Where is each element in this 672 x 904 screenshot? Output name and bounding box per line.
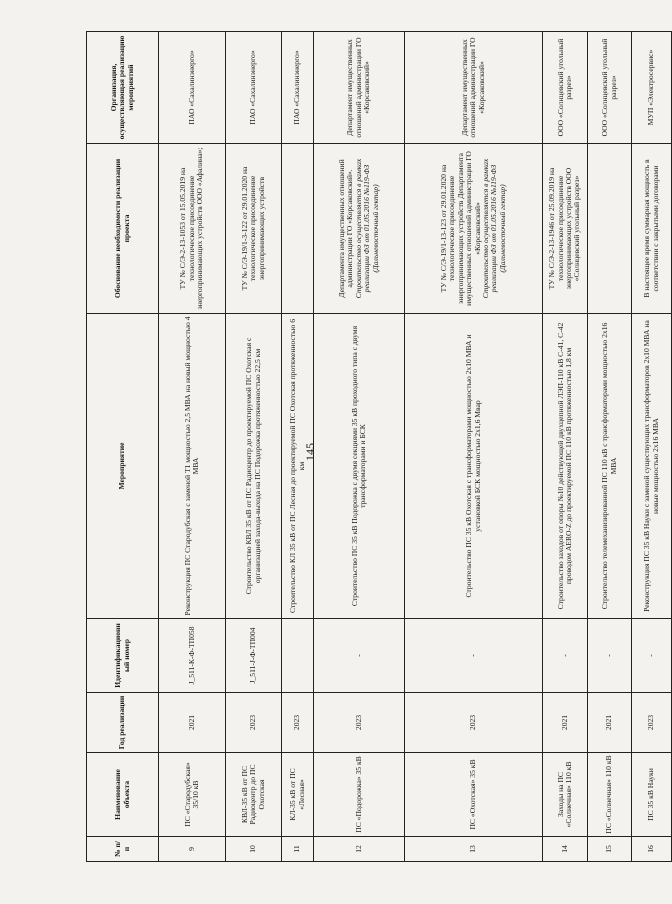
- cell-id: J_511-К-Ф-ТП058: [159, 619, 226, 693]
- header-year: Год реализации: [87, 693, 159, 753]
- table-row: [632, 32, 672, 862]
- cell-year: 2023: [632, 693, 672, 753]
- cell-num: 13: [405, 837, 543, 862]
- cell-measure: Строительство КВЛ 35 кВ от ПС Радиоцентр до проектируемой ПС Охотская с организацией захода-выхода на ПС Подорожка протяженностью 22,5 км: [226, 314, 282, 619]
- basis-italic-text: Строительство осуществляется в рамках реализации ФЗ от 01.05.2016 №119-ФЗ (Дальневосточный гектар): [480, 158, 507, 299]
- rotated-table-container: [86, 32, 660, 862]
- table-header-row: [87, 32, 159, 862]
- basis-text: ТУ № С/Э-19/1-3-122 от 29.01.2020 на технологическое присоединение энергопринимающих устройств: [239, 166, 266, 291]
- cell-year: 2021: [588, 693, 632, 753]
- header-name: Наименование объекта: [87, 753, 159, 837]
- cell-org: МУП «Электросервис»: [632, 32, 672, 144]
- table-row: [282, 32, 314, 862]
- basis-text: В настоящее время суммарная мощность в соответствии с закрытыми договорами: [642, 159, 660, 298]
- cell-measure: Реконструкция ПС Стародубская с заменой Т1 мощностью 2,5 МВА на новый мощностью 4 МВА: [159, 314, 226, 619]
- table-row: [314, 32, 405, 862]
- cell-name: КВЛ-35 кВ от ПС Радиоцентр до ПС Охотская: [226, 753, 282, 837]
- cell-id: -: [405, 619, 543, 693]
- basis-text: ТУ № С/Э-2-13-1946 от 25.09.2019 на технологическое присоединение энергопринимающих устройств ООО «Солнцевский угольный разрез»: [547, 167, 582, 290]
- cell-basis: [226, 144, 282, 314]
- cell-num: 15: [588, 837, 632, 862]
- cell-name: КЛ-35 кВ от ПС «Лесная»: [282, 753, 314, 837]
- cell-year: 2023: [314, 693, 405, 753]
- cell-year: 2021: [543, 693, 588, 753]
- cell-id: -: [632, 619, 672, 693]
- basis-italic-text: Строительство осуществляется в рамках реализации ФЗ от 01.05.2016 №119-ФЗ (Дальневосточный гектар): [353, 158, 380, 299]
- cell-num: 14: [543, 837, 588, 862]
- cell-basis: [314, 144, 405, 314]
- basis-text: Департамента имущественных отношений администрации ГО «Корсаковский».: [337, 159, 355, 298]
- table-row: [226, 32, 282, 862]
- cell-basis: [543, 144, 588, 314]
- cell-org: ПАО «Сахалинэнерго»: [226, 32, 282, 144]
- table-row: [405, 32, 543, 862]
- cell-name: ПС «Охотская» 35 кВ: [405, 753, 543, 837]
- cell-year: 2023: [282, 693, 314, 753]
- cell-num: 11: [282, 837, 314, 862]
- cell-measure: Строительство КЛ 35 кВ от ПС Лесная до проектируемой ПС Охотская протяженностью 6 км: [282, 314, 314, 619]
- cell-num: 9: [159, 837, 226, 862]
- header-measure: Мероприятие: [87, 314, 159, 619]
- cell-measure: Строительство заходов от опоры №10 действующей двухцепной ЛЭП-110 кВ С-41, С-42 проводом AERO-Z до проектируемой ПС 110 кВ протяженностью 1,8 км: [543, 314, 588, 619]
- header-basis: Обоснование необходимости реализации проекта: [87, 144, 159, 314]
- cell-name: ПС 35 кВ Науки: [632, 753, 672, 837]
- header-org: Организация, осуществляющая реализацию мероприятий: [87, 32, 159, 144]
- cell-measure: Строительство ПС 35 кВ Подорожка с двумя секциями 35 кВ проходного типа с двумя трансформаторами и БСК: [314, 314, 405, 619]
- cell-basis: [405, 144, 543, 314]
- cell-id: -: [543, 619, 588, 693]
- table-row: [543, 32, 588, 862]
- cell-org: ПАО «Сахалинэнерго»: [159, 32, 226, 144]
- table-row: [588, 32, 632, 862]
- cell-num: 16: [632, 837, 672, 862]
- cell-year: 2021: [159, 693, 226, 753]
- cell-org: Департамент имущественных отношений администрации ГО «Корсаковский»: [405, 32, 543, 144]
- cell-num: 10: [226, 837, 282, 862]
- basis-text: ТУ № С/Э-2-13-1053 от 15.05.2019 на технологическое присоединение энергопринимающих устройств ООО «Афалина»;: [178, 147, 205, 310]
- cell-name: ПС «Подорожка» 35 кВ: [314, 753, 405, 837]
- measures-table: [86, 31, 672, 862]
- cell-basis: [282, 144, 314, 314]
- cell-year: 2023: [226, 693, 282, 753]
- cell-measure: Строительство телемеханизированной ПС 110 кВ с трансформаторами мощностью 2х16 МВА: [588, 314, 632, 619]
- cell-org: Департамент имущественных отношений администрации ГО «Корсаковский»: [314, 32, 405, 144]
- cell-name: ПС «Стародубская» 35/10 кВ: [159, 753, 226, 837]
- cell-basis: [588, 144, 632, 314]
- cell-basis: [159, 144, 226, 314]
- header-num: № п/п: [87, 837, 159, 862]
- cell-org: ПАО «Сахалинэнерго»: [282, 32, 314, 144]
- cell-org: ООО «Солнцевский угольный разрез»: [543, 32, 588, 144]
- cell-basis: [632, 144, 672, 314]
- cell-name: Заходы на ПС «Солнечная» 110 кВ: [543, 753, 588, 837]
- table-row: [159, 32, 226, 862]
- cell-num: 12: [314, 837, 405, 862]
- cell-year: 2023: [405, 693, 543, 753]
- cell-id: -: [588, 619, 632, 693]
- cell-id: -: [314, 619, 405, 693]
- cell-id: [282, 619, 314, 693]
- cell-measure: Реконструкция ПС 35 кВ Науки с заменой существующих трансформаторов 2х10 МВА на новые мощностью 2х16 МВА: [632, 314, 672, 619]
- cell-org: ООО «Солнцевский угольный разрез»: [588, 32, 632, 144]
- header-id: Идентификационный номер: [87, 619, 159, 693]
- cell-name: ПС «Солнечная» 110 кВ: [588, 753, 632, 837]
- cell-id: J_511-J-Ф-ТП004: [226, 619, 282, 693]
- basis-text: ТУ № С/Э-19/1-13-123 от 29.01.2020 на технологическое присоединение энергопринимающих устройств Департамента имущественных отношений администрации ГО «Корсаковский»: [439, 151, 482, 306]
- cell-measure: Строительство ПС 35 кВ Охотская с трансформаторами мощностью 2х10 МВА и установкой БСК мощностью 2х1,6 Мвар: [405, 314, 543, 619]
- page-number: 145: [303, 443, 317, 461]
